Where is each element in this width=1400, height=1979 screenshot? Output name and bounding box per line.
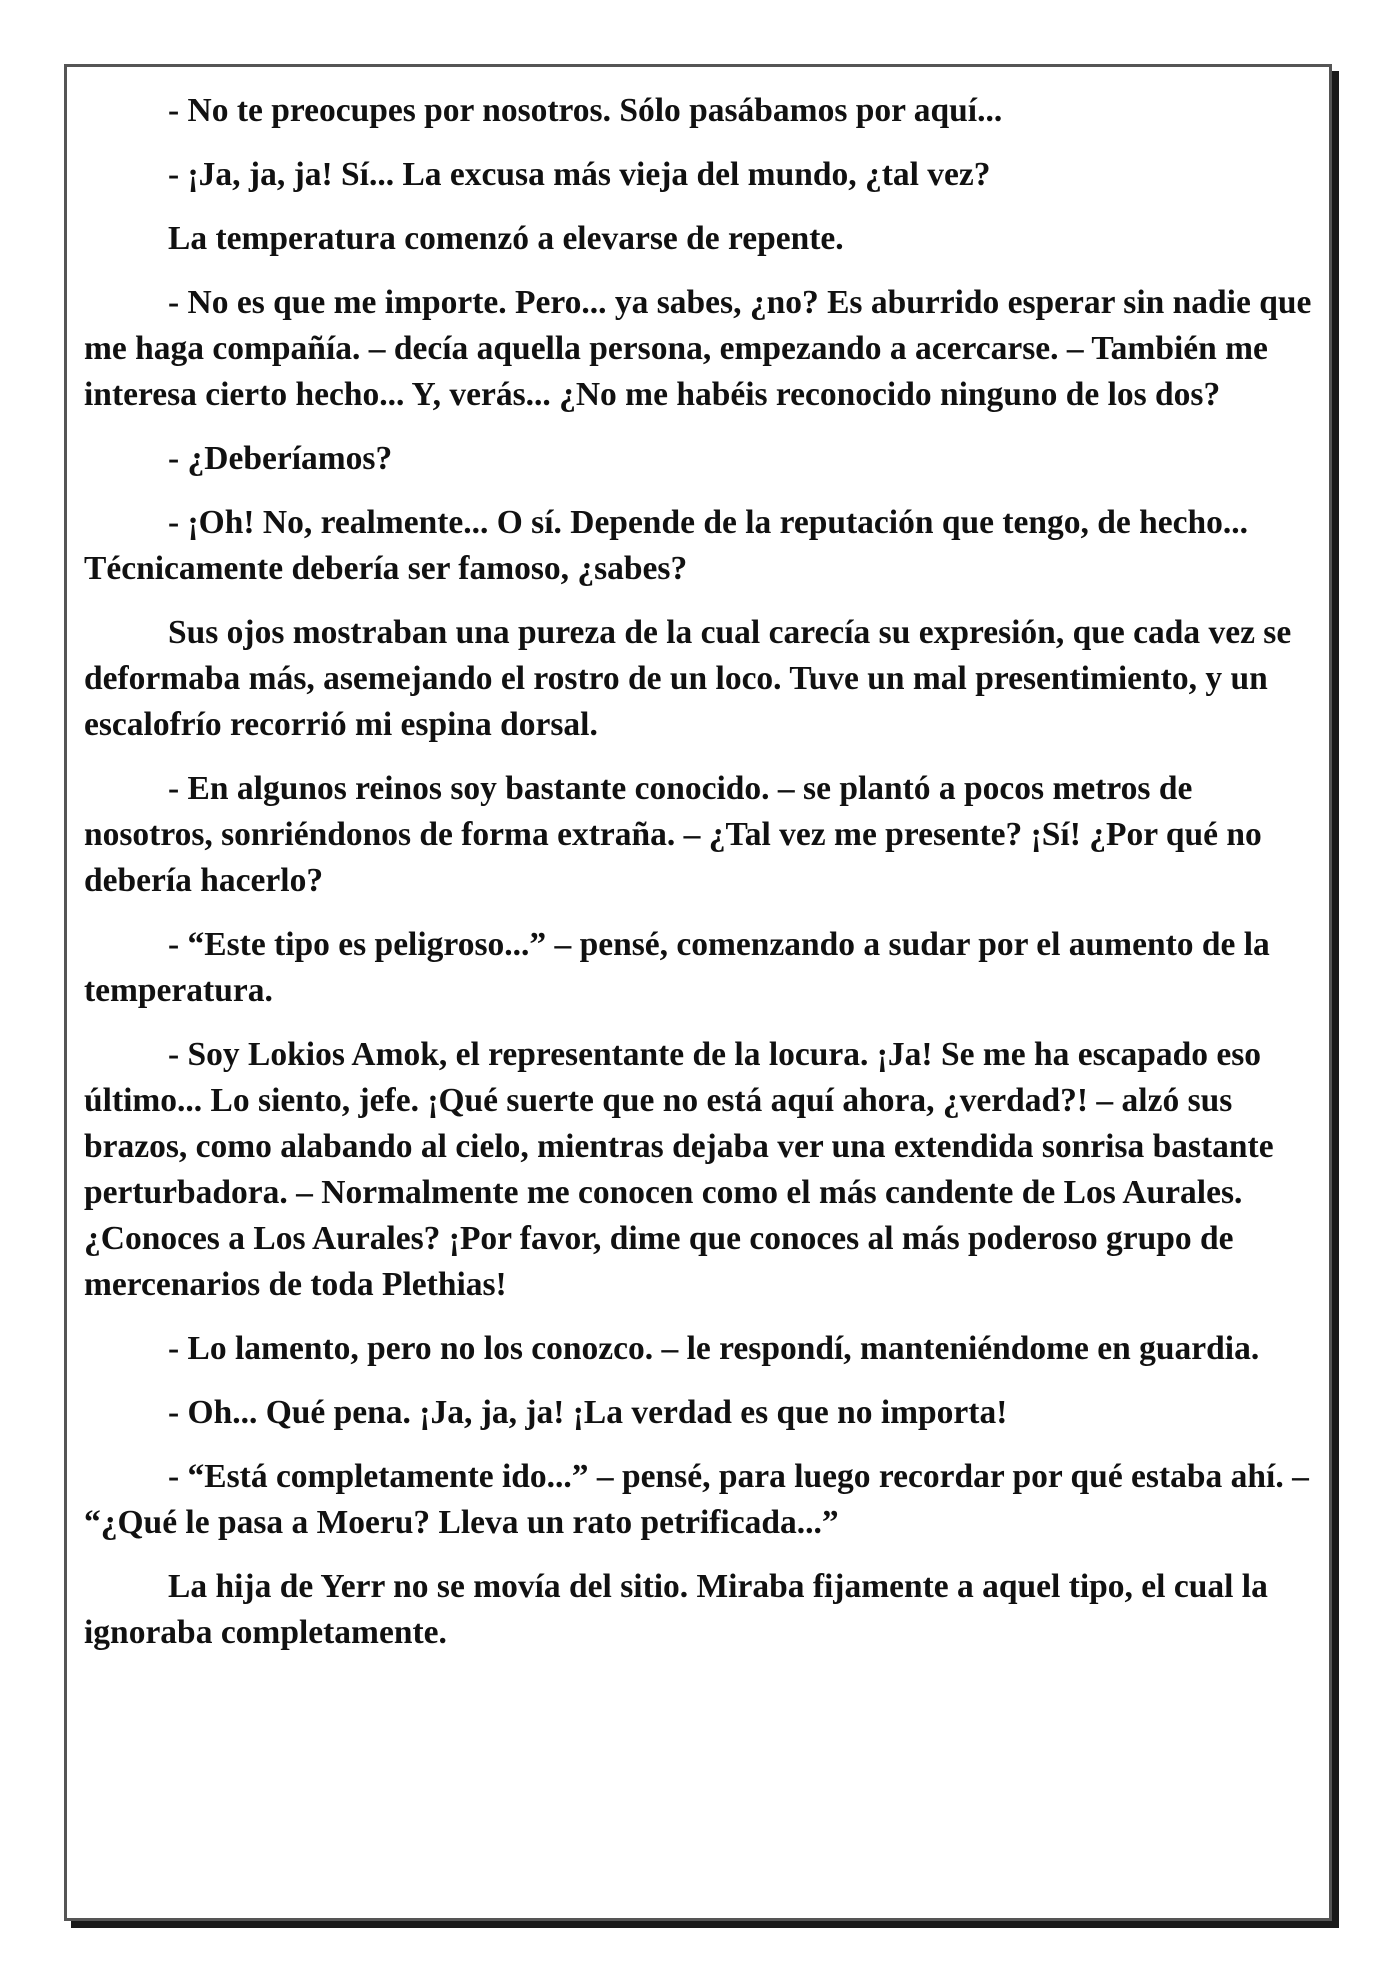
paragraph: - ¡Ja, ja, ja! Sí... La excusa más vieja del mundo, ¿tal vez? [168,156,991,193]
paragraph: - Oh... Qué pena. ¡Ja, ja, ja! ¡La verdad es que no importa! [168,1394,1008,1431]
document-body [84,88,1314,1674]
paragraph: - En algunos reinos soy bastante conocido. – se plantó a pocos metros de nosotros, sonriéndonos de forma extraña. – ¿Tal vez me presente? ¡Sí! ¿Por qué no debería hacerlo? [84,770,1262,899]
paragraph: - No es que me importe. Pero... ya sabes, ¿no? Es aburrido esperar sin nadie que me haga compañía. – decía aquella persona, empezando a acercarse. – También me interesa cierto hecho... Y, verás... ¿No me habéis reconocido ninguno de los dos? [84,284,1312,413]
paragraph: Sus ojos mostraban una pureza de la cual carecía su expresión, que cada vez se deformaba más, asemejando el rostro de un loco. Tuve un mal presentimiento, y un escalofrío recorrió mi espina dorsal. [84,614,1292,743]
paragraph: - ¡Oh! No, realmente... O sí. Depende de la reputación que tengo, de hecho... Técnicamente debería ser famoso, ¿sabes? [84,504,1249,587]
paragraph: - “Este tipo es peligroso...” – pensé, comenzando a sudar por el aumento de la temperatura. [84,926,1270,1009]
paragraph: - Lo lamento, pero no los conozco. – le respondí, manteniéndome en guardia. [168,1330,1260,1367]
paragraph: La temperatura comenzó a elevarse de repente. [168,220,844,257]
paragraph: - No te preocupes por nosotros. Sólo pasábamos por aquí... [168,92,1003,129]
paragraph: - ¿Deberíamos? [168,440,393,477]
paragraph: La hija de Yerr no se movía del sitio. Miraba fijamente a aquel tipo, el cual la ignoraba completamente. [84,1568,1268,1651]
paragraph: - Soy Lokios Amok, el representante de la locura. ¡Ja! Se me ha escapado eso último... Lo siento, jefe. ¡Qué suerte que no está aquí ahora, ¿verdad?! – alzó sus brazos, como alabando al cielo, mientras dejaba ver una extendida sonrisa bastante perturbadora. – Normalmente me conocen como el más candente de Los Aurales. ¿Conoces a Los Aurales? ¡Por favor, dime que conoces al más poderoso grupo de mercenarios de toda Plethias! [84,1036,1274,1303]
paragraph: - “Está completamente ido...” – pensé, para luego recordar por qué estaba ahí. – “¿Qué le pasa a Moeru? Lleva un rato petrificada...” [84,1458,1309,1541]
